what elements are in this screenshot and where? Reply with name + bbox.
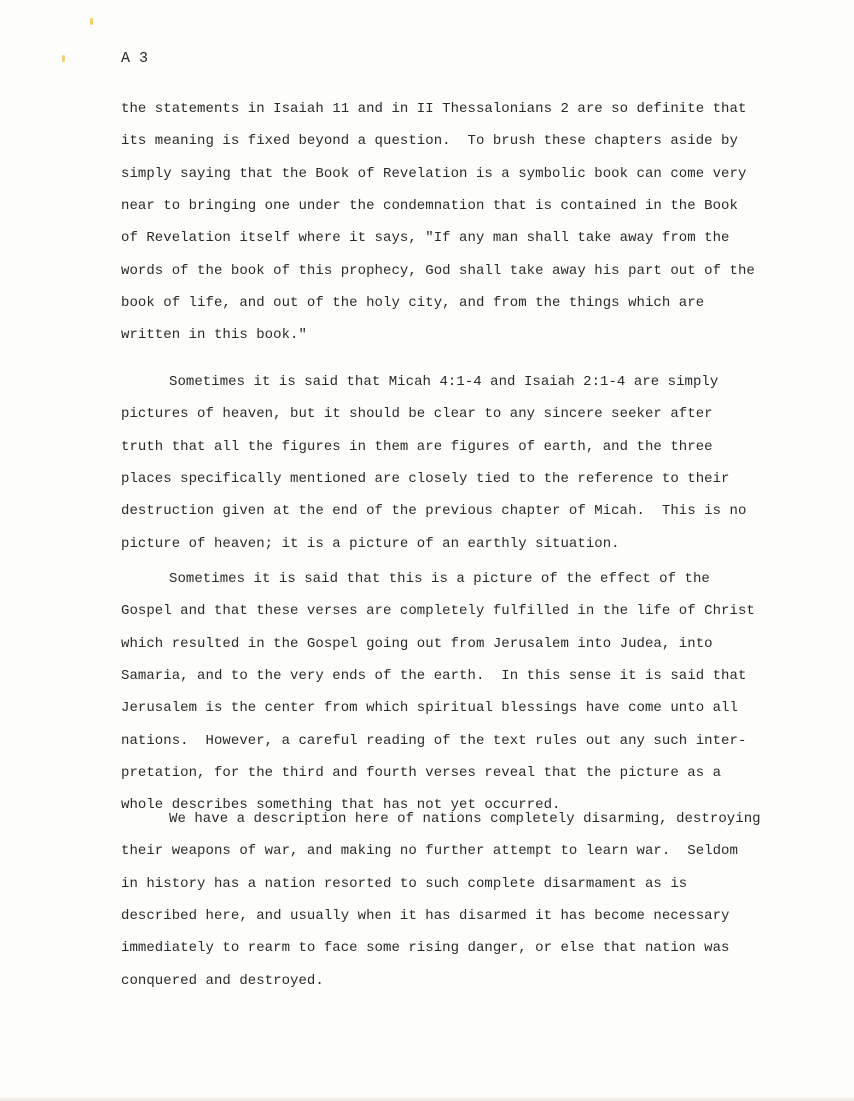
text-line: its meaning is fixed beyond a question. To brush these chapters aside by [121,133,738,150]
text-line: Gospel and that these verses are completely fulfilled in the life of Christ [121,603,755,620]
text-line: near to bringing one under the condemnation that is contained in the Book [121,197,738,214]
text-line: whole describes something that has not yet occurred. [121,797,561,814]
text-line: We have a description here of nations completely disarming, destroying [169,811,761,827]
page-number: A 3 [121,50,149,67]
text-line: conquered and destroyed. [121,972,324,989]
text-line: immediately to rearm to face some rising danger, or else that nation was [121,940,730,957]
text-line: places specifically mentioned are closely tied to the reference to their [121,470,730,487]
text-line: their weapons of war, and making no further attempt to learn war. Seldom [121,843,738,860]
text-line: words of the book of this prophecy, God shall take away his part out of the [121,262,755,279]
staple-mark [90,18,93,25]
text-line: truth that all the figures in them are figures of earth, and the three [121,438,713,455]
text-line: Samaria, and to the very ends of the earth. In this sense it is said that [121,667,747,684]
text-line: simply saying that the Book of Revelation is a symbolic book can come very [121,165,747,182]
text-line: picture of heaven; it is a picture of an earthly situation. [121,535,620,552]
text-line: destruction given at the end of the previous chapter of Micah. This is no [121,503,747,520]
page-edge [0,1097,854,1101]
text-line: pictures of heaven, but it should be clear to any sincere seeker after [121,406,713,423]
text-line: described here, and usually when it has disarmed it has become necessary [121,907,730,924]
text-line: the statements in Isaiah 11 and in II Thessalonians 2 are so definite that [121,101,747,117]
text-line: in history has a nation resorted to such complete disarmament as is [121,875,688,892]
text-line: Jerusalem is the center from which spiritual blessings have come unto all [121,700,738,717]
text-line: which resulted in the Gospel going out from Jerusalem into Judea, into [121,635,713,652]
text-line: written in this book." [121,327,307,344]
text-line: of Revelation itself where it says, "If any man shall take away from the [121,230,730,247]
text-line: Sometimes it is said that this is a picture of the effect of the [169,571,710,587]
text-line: pretation, for the third and fourth verses reveal that the picture as a [121,764,722,781]
text-line: book of life, and out of the holy city, and from the things which are [121,294,705,311]
text-line: Sometimes it is said that Micah 4:1-4 and Isaiah 2:1-4 are simply [169,374,719,390]
staple-mark [62,55,65,62]
text-line: nations. However, a careful reading of the text rules out any such inter- [121,732,747,749]
